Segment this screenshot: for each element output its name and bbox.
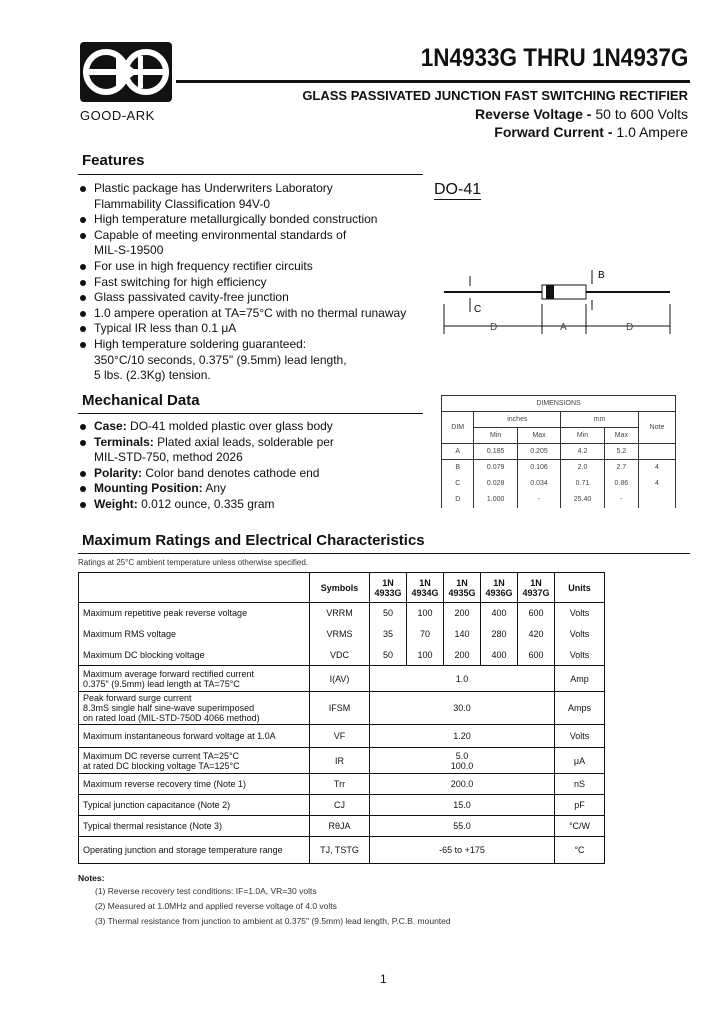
ratings-row [79,837,605,864]
subtitle: GLASS PASSIVATED JUNCTION FAST SWITCHING RECTIFIER [302,88,688,103]
ratings-row [79,624,605,645]
param-description: Maximum instantaneous forward voltage at 1.0A [79,725,310,748]
param-description: Maximum average forward rectified current 0.375" (9.5mm) lead length at TA=75°C [79,666,310,692]
min-header: Min [561,428,604,444]
param-description: Maximum repetitive peak reverse voltage [79,603,310,624]
param-description: Typical junction capacitance (Note 2) [79,795,310,816]
ratings-note: Ratings at 25°C ambient temperature unless otherwise specified. [78,558,308,567]
dimension-cell: D [442,492,474,508]
min-header: Min [474,428,517,444]
features-heading: Features [82,152,145,169]
param-value: 600 [518,603,555,624]
param-description: Maximum DC blocking voltage [79,645,310,666]
dimension-row [442,460,676,476]
param-value: 200.0 [370,774,555,795]
param-symbol: RθJA [310,816,370,837]
ratings-row [79,666,605,692]
dimension-cell: 4.2 [561,444,604,460]
feature-item: 350°C/10 seconds, 0.375" (9.5mm) lead length, [94,352,347,367]
param-value: 100 [407,645,444,666]
param-unit: pF [555,795,605,816]
param-value: 600 [518,645,555,666]
dimension-cell: 0.028 [474,476,517,492]
param-description: Maximum reverse recovery time (Note 1) [79,774,310,795]
dimension-cell: - [604,492,638,508]
dimension-cell: C [442,476,474,492]
param-unit: Amp [555,666,605,692]
header-cell [79,573,310,603]
dimension-row [442,444,676,460]
header-cell: 1N 4936G [481,573,518,603]
dimension-cell [638,444,675,460]
ratings-row [79,645,605,666]
document-title: 1N4933G THRU 1N4937G [420,44,688,72]
max-header: Max [604,428,638,444]
param-symbol: I(AV) [310,666,370,692]
dimension-cell: 4 [638,476,675,492]
header-cell: Units [555,573,605,603]
param-value: 200 [444,603,481,624]
package-name: DO-41 [434,181,482,198]
param-symbol: VF [310,725,370,748]
param-value: 400 [481,603,518,624]
feature-item: 1.0 ampere operation at TA=75°C with no thermal runaway [80,306,406,322]
ratings-row [79,816,605,837]
dim-label-b: B [598,270,605,281]
param-description: Maximum DC reverse current TA=25°C at rated DC blocking voltage TA=125°C [79,748,310,774]
param-value: 5.0 100.0 [370,748,555,774]
reverse-voltage [475,106,688,122]
mechanical-value: 0.012 ounce, 0.335 gram [137,496,275,511]
param-symbol: Trr [310,774,370,795]
company-logo [80,42,172,102]
mechanical-item [80,419,334,435]
ratings-row [79,725,605,748]
fc-value: 1.0 Ampere [616,124,688,140]
param-value: 420 [518,624,555,645]
mechanical-item [80,450,334,466]
param-value: 400 [481,645,518,666]
param-unit: Volts [555,624,605,645]
note-2: (2) Measured at 1.0MHz and applied reverse voltage of 4.0 volts [95,901,337,911]
mechanical-value: Any [202,481,226,496]
feature-item: Plastic package has Underwriters Laboratory [80,181,406,197]
param-value: 35 [370,624,407,645]
ratings-row [79,795,605,816]
mechanical-value: DO-41 molded plastic over glass body [126,419,333,433]
param-symbol: VRRM [310,603,370,624]
dimensions-title: DIMENSIONS [442,396,676,412]
param-description: Peak forward surge current 8.3mS single half sine-wave superimposed on rated load (MIL-STD-750D 4066 method) [79,692,310,725]
dimension-cell: 0.205 [517,444,560,460]
mechanical-heading: Mechanical Data [82,392,200,409]
max-header: Max [517,428,560,444]
logo-text: GOOD-ARK [80,108,155,123]
notes-title: Notes: [78,873,105,883]
mechanical-value: Color band denotes cathode end [142,465,320,480]
note-header: Note [638,412,675,444]
feature-item: Fast switching for high efficiency [80,275,406,291]
mechanical-item [80,481,334,497]
param-symbol: IR [310,748,370,774]
param-value: 50 [370,603,407,624]
feature-item: For use in high frequency rectifier circuits [80,259,406,275]
param-value: 50 [370,645,407,666]
feature-item: Typical IR less than 0.1 μA [80,321,406,337]
param-value: 55.0 [370,816,555,837]
dimension-cell: A [442,444,474,460]
divider [78,174,423,175]
feature-item: MIL-S-19500 [94,243,164,258]
param-symbol: CJ [310,795,370,816]
dimension-cell: 25.40 [561,492,604,508]
dimension-cell: 0.185 [474,444,517,460]
param-description: Typical thermal resistance (Note 3) [79,816,310,837]
dimension-row [442,492,676,508]
mechanical-label: Terminals: [94,434,154,449]
mechanical-item [80,466,334,482]
param-value: 30.0 [370,692,555,725]
feature-item: Flammability Classification 94V-0 [94,196,271,211]
ratings-row [79,692,605,725]
note-3: (3) Thermal resistance from junction to ambient at 0.375" (9.5mm) lead length, P.C.B. mounted [95,916,451,926]
dimension-cell: 1.000 [474,492,517,508]
feature-item: Capable of meeting environmental standards of [80,228,406,244]
dimension-cell: 0.106 [517,460,560,476]
param-value: 1.0 [370,666,555,692]
param-unit: °C [555,837,605,864]
forward-current [494,124,688,140]
title-rule [176,80,690,83]
param-unit: Volts [555,603,605,624]
mechanical-list [80,419,334,513]
ratings-table [78,572,605,864]
divider [78,413,423,414]
dim-label-d2: D [626,322,634,333]
dim-header: DIM [442,412,474,444]
ratings-row [79,748,605,774]
ratings-row [79,774,605,795]
param-value: 1.20 [370,725,555,748]
param-value: 15.0 [370,795,555,816]
header-cell: 1N 4933G [370,573,407,603]
package-diagram [430,262,690,342]
mechanical-value: Plated axial leads, solderable per [153,434,334,449]
mechanical-value: MIL-STD-750, method 2026 [94,450,243,465]
features-list [80,181,406,384]
divider [78,553,690,554]
dimension-cell: 0.86 [604,476,638,492]
param-value: -65 to +175 [370,837,555,864]
param-description: Operating junction and storage temperature range [79,837,310,864]
mechanical-item [80,435,334,451]
dimension-cell: - [517,492,560,508]
header-cell: 1N 4934G [407,573,444,603]
feature-item: High temperature metallurgically bonded construction [80,212,406,228]
param-unit: Volts [555,725,605,748]
param-unit: Volts [555,645,605,666]
rv-value: 50 to 600 Volts [595,106,688,122]
feature-item: 5 lbs. (2.3Kg) tension. [94,368,211,383]
mm-header: mm [561,412,639,428]
dim-label-d: D [490,322,498,333]
feature-item: Glass passivated cavity-free junction [80,290,406,306]
dimensions-table [441,395,676,508]
param-symbol: VRMS [310,624,370,645]
mechanical-label: Mounting Position: [94,481,203,496]
feature-item: High temperature soldering guaranteed: [80,337,406,353]
dimension-cell: B [442,460,474,476]
header-cell: 1N 4937G [518,573,555,603]
rv-label: Reverse Voltage - [475,106,596,122]
dimension-row [442,476,676,492]
dim-label-a: A [560,322,567,333]
mechanical-label: Polarity: [94,465,143,480]
dim-label-c: C [474,304,482,315]
dimension-cell: 0.079 [474,460,517,476]
param-value: 140 [444,624,481,645]
ratings-row [79,603,605,624]
param-unit: nS [555,774,605,795]
dimension-cell: 4 [638,460,675,476]
mechanical-label: Weight: [94,496,138,511]
param-unit: μA [555,748,605,774]
header-cell: Symbols [310,573,370,603]
fc-label: Forward Current - [494,124,617,140]
dimension-cell: 2.7 [604,460,638,476]
header-cell: 1N 4935G [444,573,481,603]
dimension-cell: 2.0 [561,460,604,476]
param-value: 100 [407,603,444,624]
mechanical-item [80,497,334,513]
dimension-cell: 5.2 [604,444,638,460]
dimension-cell [638,492,675,508]
inches-header: inches [474,412,561,428]
param-symbol: IFSM [310,692,370,725]
dimension-cell: 0.71 [561,476,604,492]
param-unit: °C/W [555,816,605,837]
param-value: 200 [444,645,481,666]
param-description: Maximum RMS voltage [79,624,310,645]
param-unit: Amps [555,692,605,725]
param-symbol: TJ, TSTG [310,837,370,864]
note-1: (1) Reverse recovery test conditions: IF=1.0A, VR=30 volts [95,886,317,896]
param-value: 280 [481,624,518,645]
page-number: 1 [380,972,387,986]
mechanical-label: Case: [94,419,127,433]
param-symbol: VDC [310,645,370,666]
dimension-cell: 0.034 [517,476,560,492]
ratings-heading: Maximum Ratings and Electrical Characteristics [82,532,425,549]
param-value: 70 [407,624,444,645]
